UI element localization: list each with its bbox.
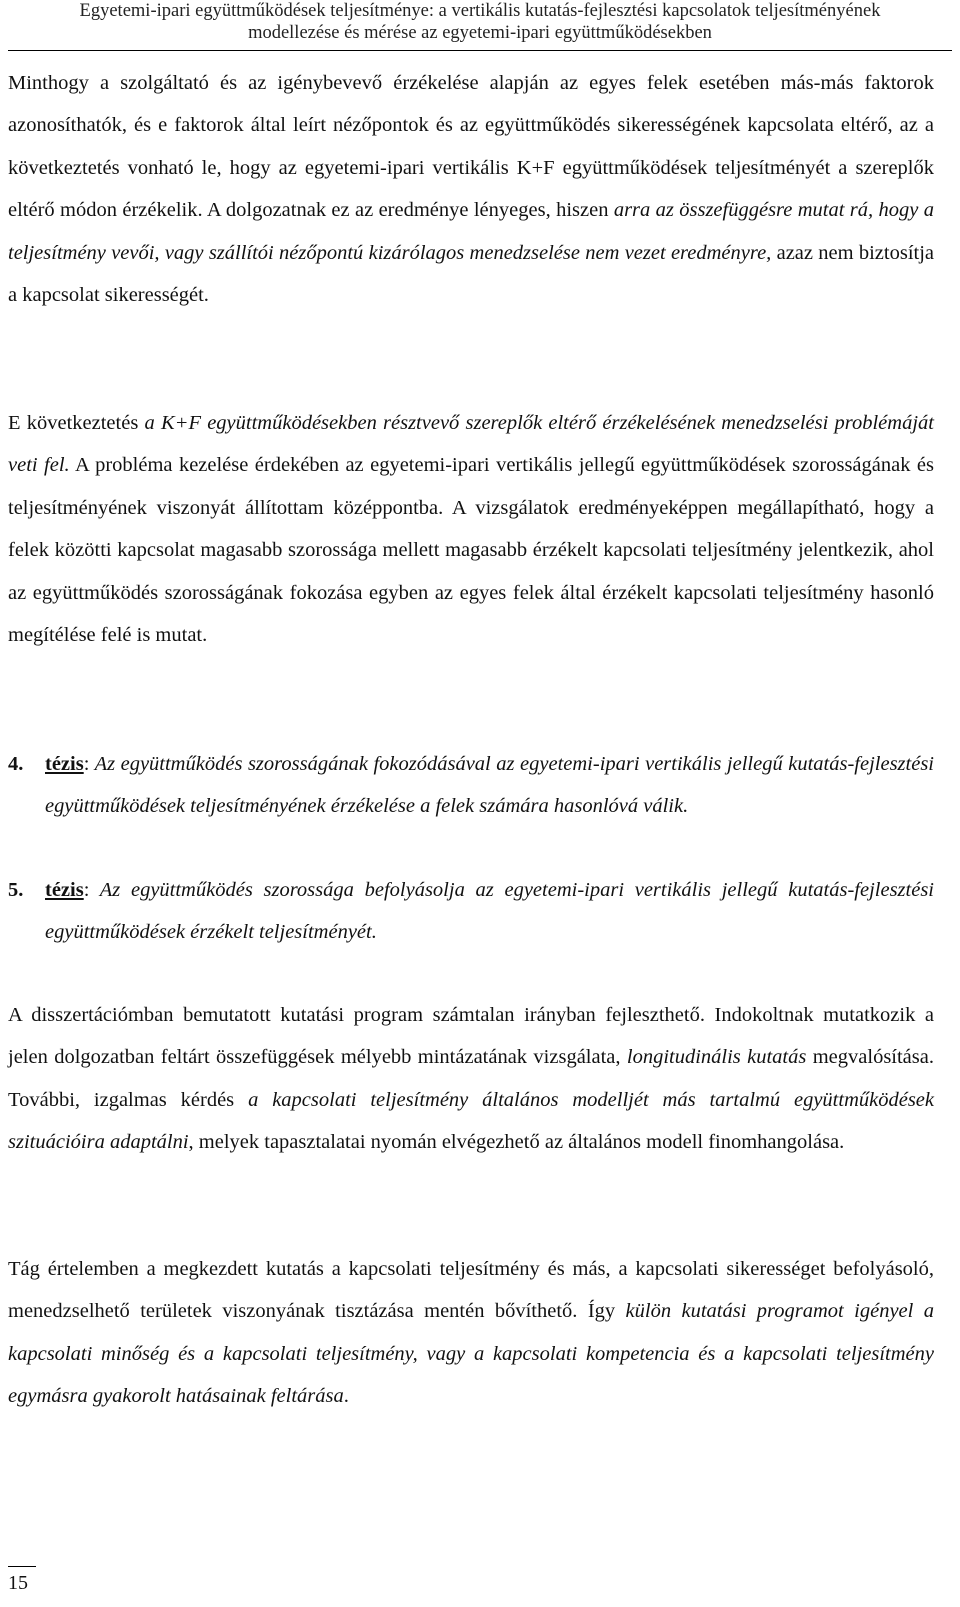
paragraph-2-text-a: E következtetés bbox=[8, 412, 145, 434]
paragraph-4-text-c: . bbox=[343, 1385, 349, 1408]
paragraph-4-text-a: Tág értelemben a megkezdett kutatás a kapcsolati teljesítmény és más, a kapcsolati sikerességet befolyásoló, menedzselhető területek viszonyának tisztázása mentén bővíthető. Így bbox=[8, 1258, 934, 1323]
thesis-5 bbox=[8, 869, 934, 953]
thesis-5-text: Az együttműködés szorossága befolyásolja az egyetemi-ipari vertikális jellegű kutatás-fejlesztési együttműködések érzékelt teljesítményét. bbox=[45, 879, 934, 944]
paragraph-1-text-c: azaz nem biztosítja a kapcsolat sikerességét. bbox=[8, 241, 935, 307]
paragraph-3-emphasis-1: longitudinális kutatás bbox=[626, 1046, 807, 1069]
page-number: 15 bbox=[8, 1572, 28, 1594]
footer-divider bbox=[8, 1566, 36, 1567]
paragraph-2-text-c: A probléma kezelése érdekében az egyetemi-ipari vertikális jellegű együttműködések szorosságának és teljesítményének viszonyát állítottam középpontba. A vizsgálatok eredményeképpen megállapítható, hogy a felek közötti kapcsolat magasabb szorossága mellett magasabb érzékelt kapcsolati teljesítmény jelentkezik, ahol az együttműködés szorosságának fokozása egyben az egyes felek által érzékelt kapcsolati teljesítmény hasonló megítélése felé is mutat. bbox=[8, 454, 934, 647]
header-line-2: modellezése és mérése az egyetemi-ipari együttműködésekben bbox=[248, 23, 712, 43]
paragraph-2-emphasis: a K+F együttműködésekben résztvevő szereplők eltérő érzékelésének menedzselési problémáját veti fel. bbox=[8, 412, 934, 477]
paragraph-3-text-a: A disszertációmban bemutatott kutatási program számtalan irányban fejleszthető. Indokoltnak mutatkozik a jelen dolgozatban feltárt összefüggések mélyebb mintázatának vizsgálata, bbox=[8, 1004, 934, 1069]
header-divider bbox=[8, 50, 952, 51]
running-header bbox=[8, 0, 952, 44]
paragraph-2 bbox=[8, 402, 934, 656]
paragraph-4 bbox=[8, 1248, 934, 1418]
thesis-5-number: 5. bbox=[8, 879, 24, 901]
thesis-4-colon: : bbox=[83, 753, 90, 775]
header-line-1: Egyetemi-ipari együttműködések teljesítménye: a vertikális kutatás-fejlesztési kapcsolatok teljesítményének bbox=[79, 1, 881, 21]
paragraph-3-text-c: megvalósítása. További, izgalmas kérdés bbox=[8, 1046, 934, 1111]
paragraph-1-text-a: Minthogy a szolgáltató és az igénybevevő érzékelése alapján az egyes felek esetében más-más faktorok azonosíthatók, és e faktorok által leírt nézőpontok és az együttműködés sikerességének kapcsolata eltérő, az a következtetés vonható le, hogy az egyetemi-ipari vertikális K+F együttműködések teljesítményét a szereplők eltérő módon érzékelik. A dolgozatnak ez az eredménye lényeges, hiszen bbox=[8, 72, 934, 222]
thesis-4-label: tézis bbox=[45, 753, 84, 775]
thesis-4 bbox=[8, 743, 934, 827]
paragraph-3 bbox=[8, 994, 934, 1164]
paragraph-4-emphasis: külön kutatási programot igényel a kapcsolati minőség és a kapcsolati teljesítmény, vagy a kapcsolati kompetencia és a kapcsolati teljesítmény egymásra gyakorolt hatásainak feltárása bbox=[8, 1300, 934, 1408]
paragraph-3-emphasis-2: a kapcsolati teljesítmény általános modelljét más tartalmú együttműködések szituációira adaptálni bbox=[8, 1088, 935, 1154]
thesis-4-text: Az együttműködés szorosságának fokozódásával az egyetemi-ipari vertikális jellegű kutatás-fejlesztési együttműködések teljesítményének érzékelése a felek számára hasonlóvá válik. bbox=[45, 753, 934, 818]
paragraph-3-text-e: , melyek tapasztalatai nyomán elvégezhető az általános modell finomhangolása. bbox=[188, 1131, 845, 1154]
thesis-4-number: 4. bbox=[8, 753, 24, 775]
thesis-5-label: tézis bbox=[45, 879, 84, 901]
thesis-5-colon: : bbox=[83, 879, 90, 901]
paragraph-1 bbox=[8, 62, 934, 316]
paragraph-1-emphasis: arra az összefüggésre mutat rá, hogy a teljesítmény vevői, vagy szállítói nézőpontú kizárólagos menedzselése nem vezet eredményre, bbox=[8, 199, 935, 264]
